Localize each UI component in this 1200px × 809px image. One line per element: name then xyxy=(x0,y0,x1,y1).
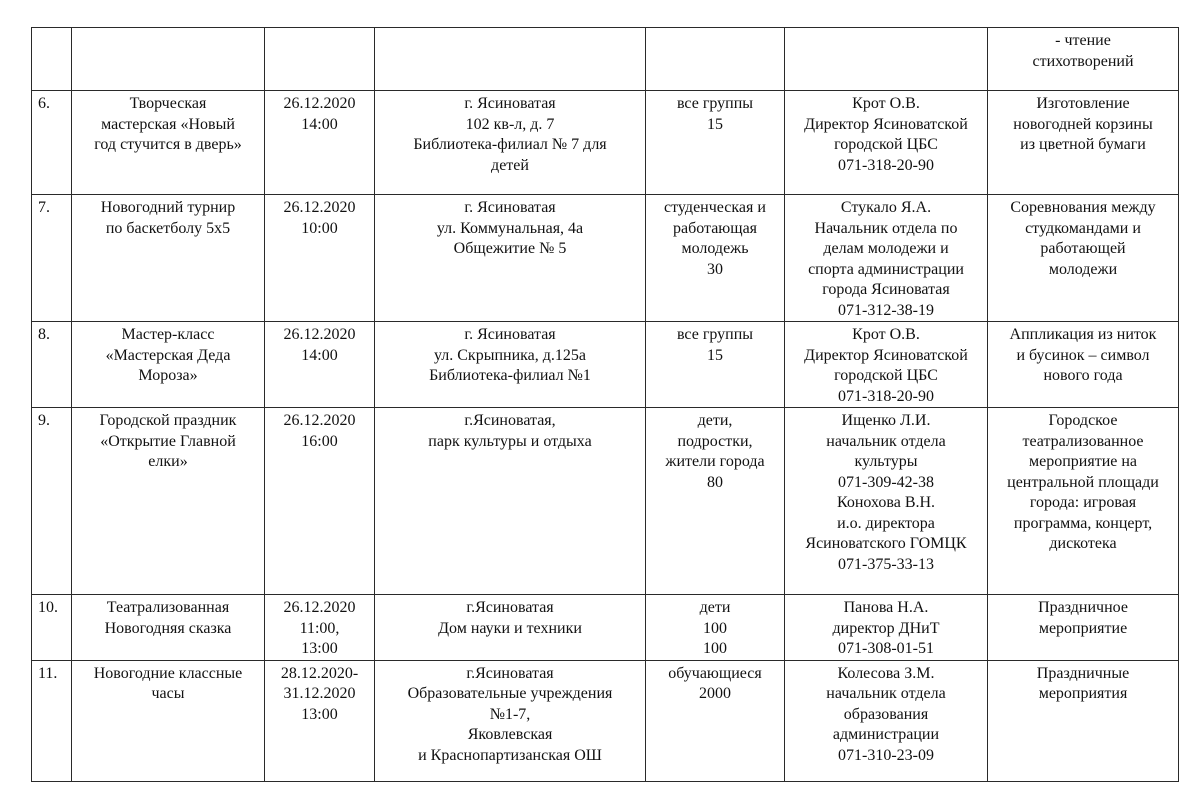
date-time-cell: 26.12.2020 11:00, 13:00 xyxy=(265,595,375,661)
table-row xyxy=(32,28,1179,91)
content-cell: Праздничные мероприятия xyxy=(988,660,1179,781)
location-cell: г.Ясиноватая Дом науки и техники xyxy=(375,595,646,661)
event-name-cell: Городской праздник «Открытие Главной елки» xyxy=(72,408,265,595)
responsible-cell: Крот О.В. Директор Ясиноватской городской ЦБС 071-318-20-90 xyxy=(785,91,988,195)
audience-cell: обучающиеся 2000 xyxy=(646,660,785,781)
row-number-cell: 11. xyxy=(32,660,72,781)
event-name-cell: Новогодний турнир по баскетболу 5х5 xyxy=(72,195,265,322)
content-cell: Городское театрализованное мероприятие на центральной площади города: игровая программа, концерт, дискотека xyxy=(988,408,1179,595)
row-number-cell: 9. xyxy=(32,408,72,595)
date-time-cell: 26.12.2020 14:00 xyxy=(265,322,375,408)
responsible-cell: Ищенко Л.И. начальник отдела культуры 071-309-42-38 Конохова В.Н. и.о. директора Ясиноватского ГОМЦК 071-375-33-13 xyxy=(785,408,988,595)
responsible-cell xyxy=(785,28,988,91)
responsible-cell: Колесова З.М. начальник отдела образования администрации 071-310-23-09 xyxy=(785,660,988,781)
audience-cell: все группы 15 xyxy=(646,91,785,195)
event-name-cell xyxy=(72,28,265,91)
responsible-cell: Крот О.В. Директор Ясиноватской городской ЦБС 071-318-20-90 xyxy=(785,322,988,408)
table-row xyxy=(32,322,1179,408)
table-row xyxy=(32,91,1179,195)
table-row xyxy=(32,595,1179,661)
location-cell: г.Ясиноватая, парк культуры и отдыха xyxy=(375,408,646,595)
audience-cell: дети, подростки, жители города 80 xyxy=(646,408,785,595)
responsible-cell: Панова Н.А. директор ДНиТ 071-308-01-51 xyxy=(785,595,988,661)
row-number-cell: 10. xyxy=(32,595,72,661)
content-cell: Аппликация из ниток и бусинок – символ нового года xyxy=(988,322,1179,408)
content-cell: Праздничное мероприятие xyxy=(988,595,1179,661)
table-row xyxy=(32,408,1179,595)
date-time-cell: 26.12.2020 10:00 xyxy=(265,195,375,322)
event-name-cell: Театрализованная Новогодняя сказка xyxy=(72,595,265,661)
event-name-cell: Творческая мастерская «Новый год стучится в дверь» xyxy=(72,91,265,195)
responsible-cell: Стукало Я.А. Начальник отдела по делам молодежи и спорта администрации города Ясиноватая 071-312-38-19 xyxy=(785,195,988,322)
table-row xyxy=(32,195,1179,322)
row-number-cell: 7. xyxy=(32,195,72,322)
date-time-cell: 26.12.2020 14:00 xyxy=(265,91,375,195)
location-cell: г. Ясиноватая ул. Скрыпника, д.125а Библиотека-филиал №1 xyxy=(375,322,646,408)
date-time-cell: 28.12.2020- 31.12.2020 13:00 xyxy=(265,660,375,781)
content-cell: Изготовление новогодней корзины из цветной бумаги xyxy=(988,91,1179,195)
event-name-cell: Мастер-класс «Мастерская Деда Мороза» xyxy=(72,322,265,408)
date-time-cell: 26.12.2020 16:00 xyxy=(265,408,375,595)
row-number-cell: 8. xyxy=(32,322,72,408)
table-row xyxy=(32,660,1179,781)
row-number-cell xyxy=(32,28,72,91)
events-table xyxy=(31,27,1179,782)
audience-cell: все группы 15 xyxy=(646,322,785,408)
audience-cell xyxy=(646,28,785,91)
content-cell: - чтение стихотворений xyxy=(988,28,1179,91)
row-number-cell: 6. xyxy=(32,91,72,195)
content-cell: Соревнования между студкомандами и работающей молодежи xyxy=(988,195,1179,322)
location-cell: г. Ясиноватая 102 кв-л, д. 7 Библиотека-филиал № 7 для детей xyxy=(375,91,646,195)
location-cell xyxy=(375,28,646,91)
date-time-cell xyxy=(265,28,375,91)
audience-cell: дети 100 100 xyxy=(646,595,785,661)
audience-cell: студенческая и работающая молодежь 30 xyxy=(646,195,785,322)
location-cell: г. Ясиноватая ул. Коммунальная, 4а Общежитие № 5 xyxy=(375,195,646,322)
location-cell: г.Ясиноватая Образовательные учреждения №1-7, Яковлевская и Краснопартизанская ОШ xyxy=(375,660,646,781)
event-name-cell: Новогодние классные часы xyxy=(72,660,265,781)
